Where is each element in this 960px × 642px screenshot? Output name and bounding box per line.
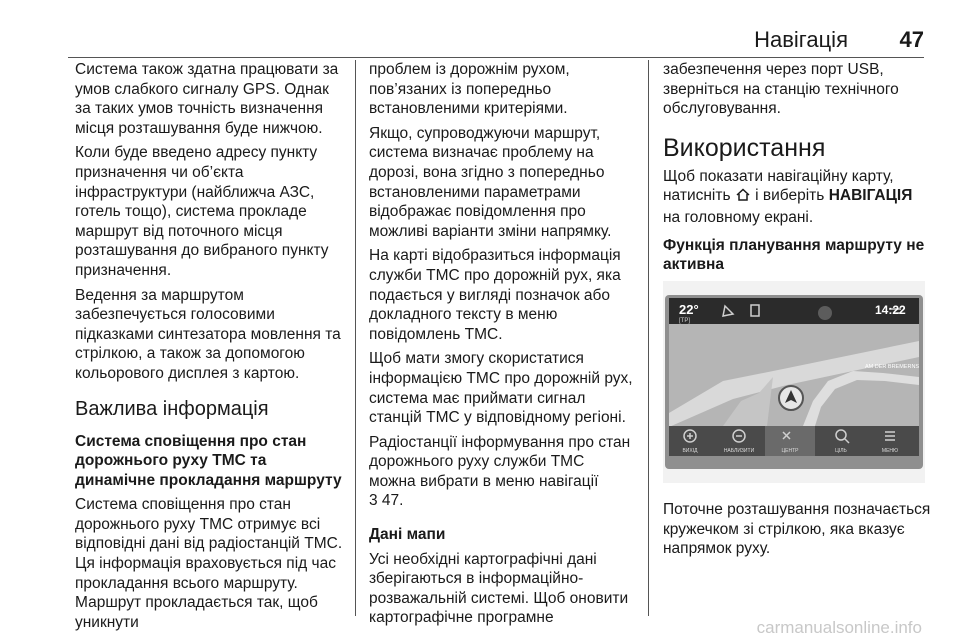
subheading-map-data: Дані мапи [369, 526, 446, 544]
navigation-screen-illustration [663, 281, 925, 483]
paragraph: Якщо, супроводжуючи маршрут, система визначає проблему на дорозі, вона згідно з попередньо встановленими параметрами відображає повідомлення про можливі варіанти зміни напрямку. [369, 124, 612, 240]
subheading-tmc: Система сповіщення про стан дорожнього руху TMC та динамічне прокладання маршруту [75, 432, 342, 489]
screen-destination-button: ЦІЛЬ [835, 448, 847, 454]
column-3 [663, 60, 933, 280]
screen-street-label: AM DER BREMERNS [865, 364, 920, 370]
paragraph: забезпечення через порт USB, зверніться на станцію технічного обслуговування. [663, 61, 899, 118]
paragraph: проблем із дорожнім рухом, пов’язаних із попередньо встановленими критеріями. [369, 61, 570, 118]
column-divider-1 [355, 60, 356, 616]
paragraph-text: на головному екрані. [663, 208, 814, 226]
screen-menu-button: МЕНЮ [881, 448, 899, 454]
screen-temperature: 22° [679, 302, 699, 317]
paragraph [663, 167, 933, 228]
figure-caption: Поточне розташування позначається кружечком зі стрілкою, яка вказує напрямок руху. [663, 501, 931, 558]
paragraph: Щоб мати змогу скористатися інформацією TMC про дорожній рух, система має приймати сигнал станцій TMC у відповідному регіоні. [369, 350, 633, 427]
screen-tp-indicator: [TP] [679, 318, 691, 324]
header-rule [68, 57, 924, 58]
paragraph-text: Радіостанції інформування про стан дорожнього руху служби TMC можна вибрати в меню навігації [369, 433, 631, 490]
paragraph [369, 433, 635, 511]
section-title: Навігація [754, 27, 848, 52]
screen-center-button: ЦЕНТР [781, 448, 799, 454]
column-3-caption [663, 500, 933, 564]
navigation-label: НАВІГАЦІЯ [828, 187, 913, 205]
paragraph: На карті відобразиться інформація служби TMC про дорожній рух, яка подається у вигляді позначок або докладного тексту в меню повідомлень TMC. [369, 247, 621, 343]
paragraph-text: і виберіть [755, 187, 825, 205]
column-divider-2 [648, 60, 649, 616]
column-1 [75, 60, 347, 637]
paragraph-text: Щоб показати навігаційну карту, натисніть [663, 167, 894, 205]
home-icon [735, 187, 751, 208]
paragraph: Усі необхідні картографічні дані зберігаються в інформаційно-розважальній системі. Щоб оновити картографічне програмне [369, 550, 629, 627]
column-2 [369, 60, 635, 633]
screen-zoom-button: НАБЛИЗИТИ [723, 448, 755, 454]
page-reference[interactable]: 3 47. [369, 492, 404, 510]
heading-usage: Використання [663, 133, 826, 162]
paragraph: Коли буде введено адресу пункту призначення чи об’єкта інфраструктури (найближча АЗС, готель тощо), система прокладе маршрут від поточного місця розташування до вибраного пункту призначення. [75, 144, 329, 279]
screen-exit-button: ВИХІД [682, 448, 698, 454]
paragraph: Система сповіщення про стан дорожнього руху TMC отримує всі відповідні дані від радіостанцій TMC. Ця інформація враховується під час прокладання всього маршруту. Маршрут прокладається так, щоб уникнути [75, 496, 343, 631]
paragraph: Система також здатна працювати за умов слабкого сигналу GPS. Однак за таких умов точність визначення місця розташування буде нижчою. [75, 61, 339, 137]
watermark: carmanualsonline.info [756, 618, 922, 637]
screen-clock: 14:22 [875, 303, 906, 317]
page-number: 47 [899, 27, 924, 52]
paragraph: Ведення за маршрутом забезпечується голосовими підказками синтезатора мовлення та стрілкою, а також за допомогою кольорового дисплея з картою. [75, 286, 341, 382]
subheading-route-inactive: Функція планування маршруту не активна [663, 236, 925, 274]
heading-important-info: Важлива інформація [75, 397, 269, 420]
